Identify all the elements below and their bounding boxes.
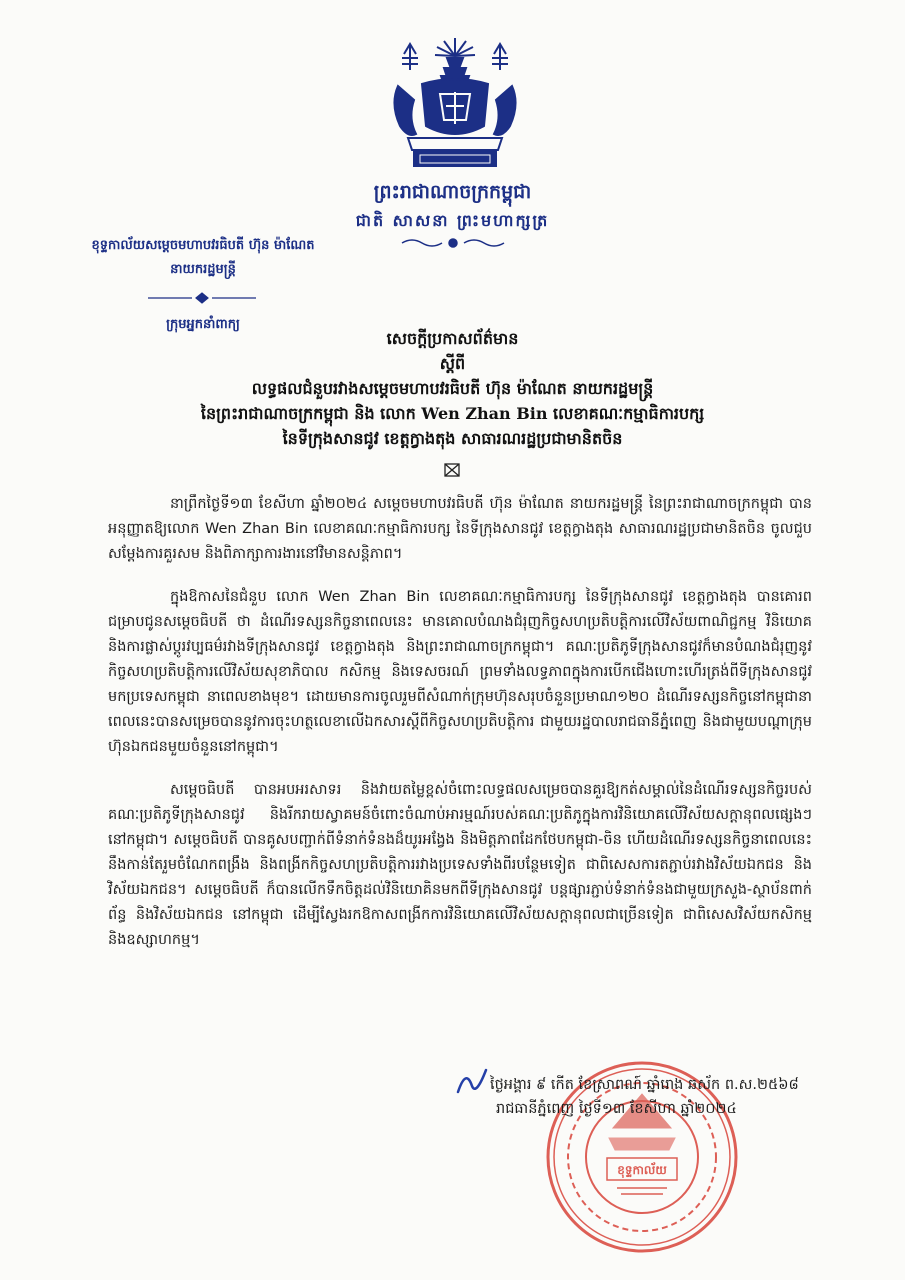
heading-line-1: សេចក្តីប្រកាសព័ត៌មាន [386, 329, 519, 348]
press-release-heading [0, 326, 905, 451]
signature-mark-icon [452, 1062, 492, 1102]
release-body [108, 492, 812, 971]
heading-line-2: ស្តីពី [439, 354, 466, 373]
section-mark-icon [440, 462, 464, 478]
heading-line-3: លទ្ធផលជំនួបរវាងសម្តេចមហាបវរធិបតី ហ៊ុន ម៉ាណែត នាយករដ្ឋមន្រ្តី [251, 379, 654, 398]
office-name: ខុទ្ទកាល័យសម្តេចមហាបវរធិបតី ហ៊ុន ម៉ាណែត [91, 238, 315, 253]
national-motto: ជាតិ សាសនា ព្រះមហាក្សត្រ [355, 211, 550, 230]
paragraph-2: ក្នុងឱកាសនៃជំនួប លោក Wen Zhan Bin លេខាគណៈកម្មាធិការបក្ស នៃទីក្រុងសានជូវ ខេត្តក្វាងតុង បានគោរពជម្រាបជូនសម្តេចធិបតី ថា ដំណើរទស្សនកិច្ចនាពេលនេះ មានគោលបំណងជំរុញកិច្ចសហប្រតិបត្តិការលើវិស័យពាណិជ្ជកម្ម វិនិយោគ និងការផ្លាស់ប្តូរវប្បធម៌រវាងទីក្រុងសានជូវ ខេត្តក្វាងតុង និងព្រះរាជាណាចក្រកម្ពុជា។ គណៈប្រតិភូទីក្រុងសានជូវក៏មានបំណងជំរុញនូវកិច្ចសហប្រតិបត្តិការលើវិស័យសុខាភិបាល កសិកម្ម និងទេសចរណ៍ ព្រមទាំងលទ្ធភាពក្នុងការបើកជើងហោះហើរត្រង់ពីទីក្រុងសានជូវ មកប្រទេសកម្ពុជា នាពេលខាងមុខ។ ដោយមានការចូលរួមពីសំណាក់ក្រុមហ៊ុនសរុបចំនួនប្រមាណ១២០ ដំណើរទស្សនកិច្ចនៅកម្ពុជានាពេលនេះបានសម្រេចបាននូវការចុះហត្ថលេខាលើឯកសារស្តីពីកិច្ចសហប្រតិបត្តិការ ជាមួយរដ្ឋបាលរាជធានីភ្នំពេញ និងជាមួយបណ្តាក្រុមហ៊ុនឯកជនមួយចំនួននៅកម្ពុជា។ [108, 589, 812, 755]
paragraph-1: នាព្រឹកថ្ងៃទី១៣ ខែសីហា ឆ្នាំ២០២៤ សម្តេចមហាបវរធិបតី ហ៊ុន ម៉ាណែត នាយករដ្ឋមន្រ្តី នៃព្រះរាជាណាចក្រកម្ពុជា បានអនុញ្ញាតឱ្យលោក Wen Zhan Bin លេខាគណៈកម្មាធិការបក្ស នៃទីក្រុងសានជូវ ខេត្តក្វាងតុង សាធារណរដ្ឋប្រជាមានិតចិន ចូលជួបសម្តែងការគួរសម និងពិភាក្សាការងារនៅវិមានសន្តិភាព។ [108, 496, 812, 562]
office-block [38, 234, 368, 282]
kingdom-title: ព្រះរាជាណាចក្រកម្ពុជា [373, 181, 532, 203]
paragraph-3: សម្តេចធិបតី បានអបអរសាទរ និងវាយតម្លៃខ្ពស់ចំពោះលទ្ធផលសម្រេចបានគួរឱ្យកត់សម្គាល់នៃដំណើរទស្សនកិច្ចរបស់គណៈប្រតិភូទីក្រុងសានជូវ និងរីករាយស្វាគមន៍ចំពោះចំណាប់អារម្មណ៍របស់គណៈប្រតិភូក្នុងការវិនិយោគលើវិស័យសក្តានុពលផ្សេងៗ នៅកម្ពុជា។ សម្តេចធិបតី បានគូសបញ្ជាក់ពីទំនាក់ទំនងដ៏យូរអង្វែង និងមិត្តភាពដែកថែបកម្ពុជា-ចិន ហើយដំណើរទស្សនកិច្ចនាពេលនេះ នឹងកាន់តែរួមចំណែកពង្រឹង និងពង្រីកកិច្ចសហប្រតិបត្តិការរវាងប្រទេសទាំងពីរបន្ថែមទៀត ជាពិសេសការតភ្ជាប់រវាងវិស័យឯកជន និងវិស័យឯកជន។ សម្តេចធិបតី ក៏បានលើកទឹកចិត្តដល់វិនិយោគិនមកពីទីក្រុងសានជូវ បន្តផ្សារភ្ជាប់ទំនាក់ទំនងជាមួយក្រសួង-ស្ថាប័នពាក់ព័ន្ធ និងវិស័យឯកជន នៅកម្ពុជា ដើម្បីស្វែងរកឱកាសពង្រីកការវិនិយោគលើវិស័យសក្តានុពលជាច្រើនទៀត ជាពិសេសវិស័យកសិកម្ម និងឧស្សាហកម្ម។ [108, 782, 812, 948]
heading-line-4: នៃព្រះរាជាណាចក្រកម្ពុជា និង លោក Wen Zhan Bin លេខាគណៈកម្មាធិការបក្ស [200, 404, 705, 423]
lunar-date: ថ្ងៃអង្គារ ៩ កើត ខែស្រាពណ៍ ឆ្នាំរោង ឆស័ក ព.ស.២៥៦៨ [490, 1077, 799, 1093]
seal-inner-text: ខុទ្ទកាល័យ [617, 1163, 667, 1177]
ornament-divider-icon [398, 236, 508, 250]
office-ornament-icon [142, 292, 262, 304]
solar-date: រាជធានីភ្នំពេញ ថ្ងៃទី១៣ ខែសីហា ឆ្នាំ២០២៤ [496, 1101, 737, 1117]
office-title: នាយករដ្ឋមន្រ្តី [170, 262, 236, 277]
spokesperson-unit: ក្រុមអ្នកនាំពាក្យ [166, 317, 240, 332]
royal-arms-emblem-icon [384, 34, 526, 174]
heading-line-5: នៃទីក្រុងសានជូវ ខេត្តក្វាងតុង សាធារណរដ្ឋប្រជាមានិតចិន [282, 429, 623, 448]
